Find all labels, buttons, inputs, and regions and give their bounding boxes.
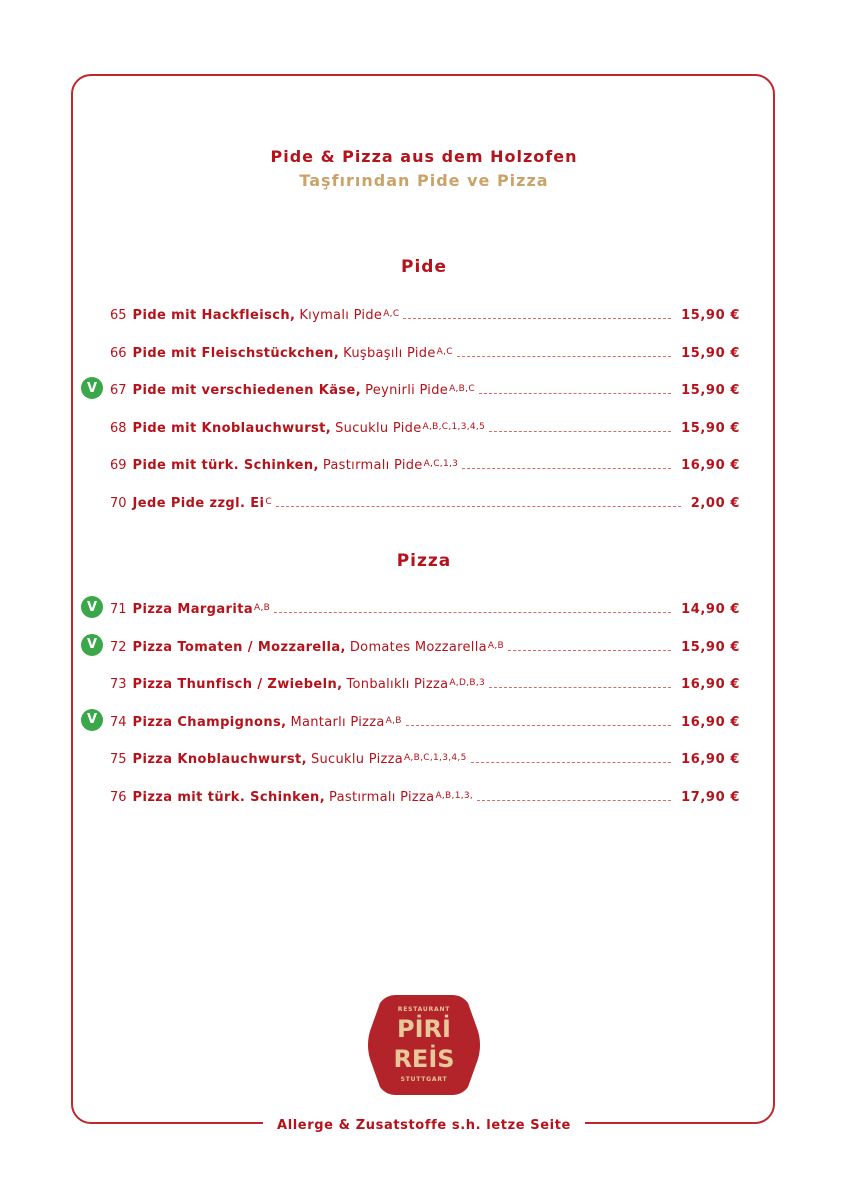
- dotted-leader: [489, 686, 671, 688]
- item-number: 73: [110, 677, 127, 693]
- menu-item: [110, 339, 740, 361]
- logo-line1: PİRİ: [397, 1015, 451, 1043]
- menu-item: [110, 301, 740, 323]
- menu-item: [110, 708, 740, 730]
- item-name-de: Pide mit verschiedenen Käse,: [132, 383, 362, 399]
- menu-item: [110, 376, 740, 398]
- dotted-leader: [479, 392, 671, 394]
- item-name-tr: Pastırmalı Pide: [322, 458, 423, 474]
- dotted-leader: [489, 430, 671, 432]
- page-title: Pide & Pizza aus dem Holzofen: [270, 147, 578, 166]
- item-price: 15,90 €: [681, 420, 740, 436]
- item-price: 15,90 €: [681, 383, 740, 399]
- item-price: 16,90 €: [681, 677, 740, 693]
- footer-note: Allerge & Zusatstoffe s.h. letze Seite: [263, 1118, 585, 1133]
- vegetarian-icon: V: [81, 377, 103, 399]
- item-name-tr: Tonbalıklı Pizza: [346, 677, 449, 693]
- item-allergens: A,B: [385, 715, 402, 726]
- section-title-pizza: Pizza: [396, 551, 452, 571]
- item-price: 15,90 €: [681, 345, 740, 361]
- item-price: 16,90 €: [681, 752, 740, 768]
- item-number: 68: [110, 420, 127, 436]
- dotted-leader: [403, 317, 671, 319]
- item-number: 72: [110, 639, 127, 655]
- item-name-de: Pizza Margarita: [132, 602, 254, 617]
- item-price: 16,90 €: [681, 714, 740, 730]
- vegetarian-icon: V: [81, 596, 103, 618]
- item-name-tr: Kuşbaşılı Pide: [343, 345, 436, 361]
- menu-item: [110, 783, 740, 805]
- item-allergens: A,C: [383, 309, 400, 319]
- item-price: 17,90 €: [681, 790, 740, 805]
- vegetarian-icon: V: [81, 709, 103, 731]
- item-name-de: Pizza Thunfisch / Zwiebeln,: [132, 677, 343, 693]
- item-name-de: Pide mit Fleischstückchen,: [132, 345, 340, 361]
- dotted-leader: [471, 761, 671, 763]
- page-subtitle: Taşfırından Pide ve Pizza: [299, 171, 549, 190]
- item-name-de: Pizza Tomaten / Mozzarella,: [132, 639, 346, 655]
- menu-item: [110, 670, 740, 692]
- dotted-leader: [462, 467, 671, 469]
- item-name-tr: Kıymalı Pide: [299, 308, 383, 323]
- item-price: 15,90 €: [681, 308, 740, 323]
- section-title-pide: Pide: [401, 257, 447, 277]
- item-number: 65: [110, 308, 127, 323]
- item-number: 69: [110, 458, 127, 474]
- item-name-de: Pizza Knoblauchwurst,: [132, 752, 307, 768]
- logo-bottom-text: STUTTGART: [400, 1076, 448, 1083]
- item-number: 74: [110, 714, 127, 730]
- item-name-de: Pizza mit türk. Schinken,: [132, 790, 326, 805]
- item-allergens: A,D,B,3: [449, 678, 486, 689]
- dotted-leader: [274, 611, 671, 613]
- item-allergens: A,C: [436, 346, 453, 357]
- menu-item: [110, 451, 740, 473]
- item-number: 67: [110, 383, 127, 399]
- item-allergens: A,B,C,1,3,4,5: [422, 421, 486, 432]
- item-price: 16,90 €: [681, 458, 740, 474]
- item-allergens: A,B: [487, 640, 504, 651]
- dotted-leader: [276, 505, 681, 507]
- item-name-tr: Sucuklu Pizza: [310, 752, 404, 768]
- item-allergens: A,B,1,3,: [435, 791, 474, 801]
- item-price: 15,90 €: [681, 639, 740, 655]
- item-number: 70: [110, 496, 127, 511]
- item-number: 71: [110, 602, 127, 617]
- item-allergens: A,B,C,1,3,4,5: [404, 753, 467, 764]
- item-allergens: A,B: [254, 603, 271, 613]
- item-name-de: Pide mit Hackfleisch,: [132, 308, 296, 323]
- item-name-de: Pide mit türk. Schinken,: [132, 458, 319, 474]
- item-name-tr: Pastırmalı Pizza: [329, 790, 435, 805]
- item-number: 66: [110, 345, 127, 361]
- item-allergens: A,B,C: [449, 384, 475, 395]
- footer: [0, 1114, 848, 1136]
- menu-item: [110, 633, 740, 655]
- menu-item: [110, 745, 740, 767]
- item-name-de: Jede Pide zzgl. Ei: [132, 496, 265, 511]
- logo-line2: REİS: [393, 1045, 455, 1073]
- dotted-leader: [508, 649, 671, 651]
- piri-reis-logo: [366, 991, 482, 1099]
- item-name-tr: Peynirli Pide: [365, 383, 449, 399]
- item-name-tr: Domates Mozzarella: [349, 639, 487, 655]
- item-name-tr: Sucuklu Pide: [335, 420, 422, 436]
- menu-item: [110, 414, 740, 436]
- item-number: 75: [110, 752, 127, 768]
- dotted-leader: [477, 799, 671, 801]
- dotted-leader: [406, 724, 671, 726]
- dotted-leader: [457, 355, 671, 357]
- menu-item: [110, 489, 740, 511]
- item-allergens: C: [265, 497, 272, 507]
- vegetarian-icon: V: [81, 634, 103, 656]
- menu-item: [110, 595, 740, 617]
- item-number: 76: [110, 790, 127, 805]
- item-name-de: Pide mit Knoblauchwurst,: [132, 420, 332, 436]
- item-price: 2,00 €: [690, 496, 740, 511]
- item-price: 14,90 €: [681, 602, 740, 617]
- logo-top-text: RESTAURANT: [397, 1006, 451, 1013]
- item-name-tr: Mantarlı Pizza: [290, 714, 385, 730]
- item-allergens: A,C,1,3: [423, 459, 459, 470]
- item-name-de: Pizza Champignons,: [132, 714, 287, 730]
